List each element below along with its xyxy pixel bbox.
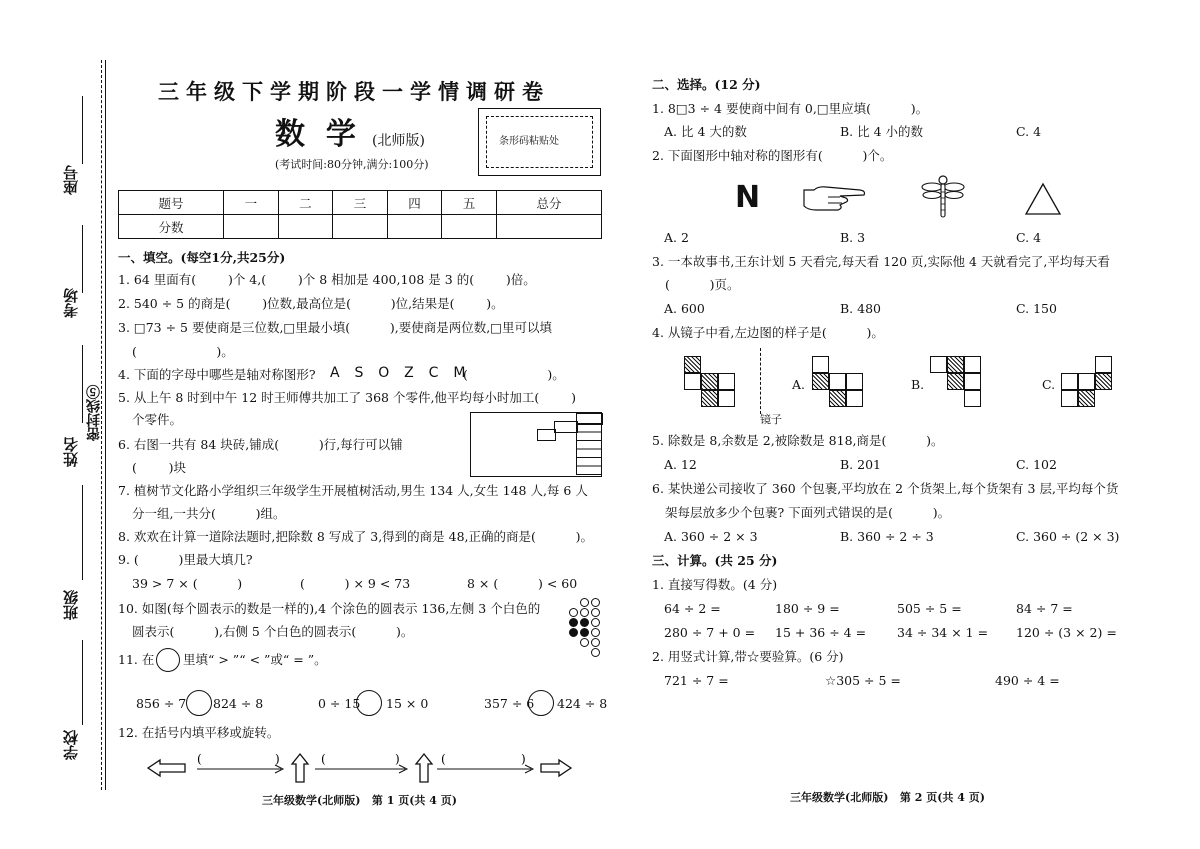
c3-text-2: ( )页。 [665,277,740,292]
q11-item-right: 824 ÷ 8 [213,696,264,711]
c5-option-a: A. 12 [664,457,697,472]
name-line [82,345,83,423]
room-label: 考场 [62,288,80,318]
c4-option-c-grid [1061,356,1131,408]
svg-text:): ) [395,752,400,766]
school-line [82,640,83,725]
score-cell: 一 [224,191,279,215]
c5-text: 5. 除数是 8,余数是 2,被除数是 818,商是( )。 [652,433,944,448]
q6-text-1: 6. 右图一共有 84 块砖,铺成( )行,每行可以铺 [118,437,403,452]
d2-item: 721 ÷ 7 = [664,673,729,688]
c4-option-b: B. [911,377,925,392]
d1-item: 64 ÷ 2 = [664,601,721,616]
q9-text: 9. ( )里最大填几? [118,552,253,567]
seat-line [82,96,83,164]
class-line [82,485,83,580]
score-cell: 二 [278,191,333,215]
c5-option-b: B. 201 [840,457,881,472]
q11-item-right: 424 ÷ 8 [557,696,608,711]
c5-option-c: C. 102 [1016,457,1057,472]
c3-option-a: A. 600 [664,301,705,316]
q9-item: ( ) × 9 < 73 [300,576,411,591]
school-label: 学校 [62,730,80,760]
score-cell: 题号 [119,191,224,215]
c4-original-grid [684,356,754,408]
score-input-cell[interactable] [333,215,388,239]
c2-option-b: B. 3 [840,230,866,245]
c3-option-b: B. 480 [840,301,881,316]
class-label: 班级 [62,590,80,620]
q4-text: 4. 下面的字母中哪些是轴对称图形? [118,367,316,382]
score-table-score-row [119,215,602,239]
barcode-label: 条形码粘贴处 [499,136,559,147]
svg-text:(: ( [321,752,326,766]
c2-text: 2. 下面图形中轴对称的图形有( )个。 [652,148,893,163]
c6-text-2: 架每层放多少个包裹? 下面列式错误的是( )。 [665,505,951,520]
room-line [82,225,83,293]
dragonfly-icon [920,174,966,220]
page-2-footer: 三年级数学(北师版) 第 2 页(共 4 页) [790,791,985,804]
svg-text:(: ( [197,752,202,766]
score-input-cell[interactable] [278,215,333,239]
mirror-label: 镜子 [760,413,782,426]
c4-option-a: A. [792,377,806,392]
c6-text-1: 6. 某快递公司接收了 360 个包裹,平均放在 2 个货架上,每个货架有 3 层,平均每个货 [652,481,1119,496]
pointing-hand-icon [800,184,868,214]
score-input-cell[interactable] [442,215,497,239]
q11-text-1: 11. 在 [118,652,155,667]
q11-answer-circle[interactable] [528,690,554,716]
q5-text-1: 5. 从上午 8 时到中午 12 时王师傅共加工了 368 个零件,他平均每小时加工( ) [118,390,576,405]
brick-figure [470,412,602,477]
exam-info: (考试时间:80分钟,满分:100分) [275,158,429,171]
seat-label: 座号 [62,165,80,195]
score-input-cell[interactable] [387,215,442,239]
exam-title: 三年级下学期阶段一学情调研卷 [158,79,550,104]
q11-circle-sample [156,648,180,672]
q10-text-1: 10. 如图(每个圆表示的数是一样的),4 个涂色的圆表示 136,左侧 3 个白色的 [118,601,541,616]
svg-text:): ) [275,752,280,766]
score-input-cell[interactable] [224,215,279,239]
q7-text-1: 7. 植树节文化路小学组织三年级学生开展植树活动,男生 134 人,女生 148 人,每 6 人 [118,483,588,498]
q11-item-left: 357 ÷ 6 [484,696,535,711]
triangle-icon [1024,182,1062,216]
svg-text:): ) [521,752,526,766]
score-table-header-row [119,191,602,215]
page-1-footer: 三年级数学(北师版) 第 1 页(共 4 页) [262,794,457,807]
q10-text-2: 圆表示( ),右侧 5 个白色的圆表示( )。 [132,624,414,639]
edition-label: (北师版) [372,133,425,149]
q9-item: 39 > 7 × ( ) [132,576,243,591]
score-cell: 总分 [496,191,601,215]
score-cell: 五 [442,191,497,215]
d1-item: 180 ÷ 9 = [775,601,840,616]
q4-answer: ( )。 [463,367,565,382]
q8-text: 8. 欢欢在计算一道除法题时,把除数 8 写成了 3,得到的商是 48,正确的商是( )。 [118,529,594,544]
d1-item: 120 ÷ (3 × 2) = [1016,625,1117,640]
q9-item: 8 × ( ) < 60 [467,576,578,591]
q11-item-left: 856 ÷ 7 [136,696,187,711]
barcode-box [478,108,601,176]
mirror-line [760,348,761,414]
binding-border-inner [105,60,106,790]
c6-option-b: B. 360 ÷ 2 ÷ 3 [840,529,934,544]
c4-option-a-grid [812,356,872,408]
q2-text: 2. 540 ÷ 5 的商是( )位数,最高位是( )位,结果是( )。 [118,296,504,311]
q11-text-2: 里填“ > ”“ < ”或“ = ”。 [183,652,327,667]
c1-option-a: A. 比 4 大的数 [664,124,747,139]
score-input-cell[interactable] [496,215,601,239]
c3-option-c: C. 150 [1016,301,1057,316]
c1-option-c: C. 4 [1016,124,1042,139]
c1-text: 1. 8□3 ÷ 4 要使商中间有 0,□里应填( )。 [652,101,929,116]
c1-option-b: B. 比 4 小的数 [840,124,924,139]
c4-option-c: C. [1042,377,1056,392]
c4-text: 4. 从镜子中看,左边图的样子是( )。 [652,325,884,340]
seal-line-label: 密封线⑤ [86,385,102,441]
d2-item: 490 ÷ 4 = [995,673,1060,688]
section-3-title: 三、计算。(共 25 分) [652,553,778,568]
c3-text-1: 3. 一本故事书,王东计划 5 天看完,每天看 120 页,实际他 4 天就看完了,平均每天看 [652,254,1110,269]
score-cell: 分数 [119,215,224,239]
d2-text: 2. 用竖式计算,带☆要验算。(6 分) [652,649,844,664]
d1-item: 15 + 36 ÷ 4 = [775,625,867,640]
q7-text-2: 分一组,一共分( )组。 [132,506,286,521]
score-cell: 四 [387,191,442,215]
d1-item: 280 ÷ 7 + 0 = [664,625,756,640]
d1-item: 505 ÷ 5 = [897,601,962,616]
q11-answer-circle[interactable] [356,690,382,716]
letter-n-figure: N [735,180,761,215]
q3-text-1: 3. □73 ÷ 5 要使商是三位数,□里最小填( ),要使商是两位数,□里可以填 [118,320,552,335]
q11-item-right: 15 × 0 [386,696,429,711]
name-label: 姓名 [62,437,80,467]
q5-text-2: 个零件。 [132,412,183,427]
q1-text: 1. 64 里面有( )个 4,( )个 8 相加是 400,108 是 3 的( )倍。 [118,272,536,287]
q6-text-2: ( )块 [132,460,187,475]
c2-option-a: A. 2 [664,230,689,245]
c6-option-c: C. 360 ÷ (2 × 3) [1016,529,1120,544]
svg-text:(: ( [441,752,446,766]
d1-text: 1. 直接写得数。(4 分) [652,577,778,592]
circle-dots-figure [568,598,602,660]
q12-text: 12. 在括号内填平移或旋转。 [118,725,280,740]
q11-answer-circle[interactable] [186,690,212,716]
score-table [118,190,602,239]
c4-option-b-grid [930,356,1000,408]
q4-letters: A S O Z C M [330,365,468,381]
q12-arrows-figure [145,748,575,786]
c6-option-a: A. 360 ÷ 2 × 3 [664,529,758,544]
q11-item-left: 0 ÷ 15 [318,696,361,711]
section-1-title: 一、填空。(每空1分,共25分) [118,250,286,265]
subject-title: 数 学 [275,117,356,152]
section-2-title: 二、选择。(12 分) [652,77,761,92]
d1-item: 34 ÷ 34 × 1 = [897,625,989,640]
d1-item: 84 ÷ 7 = [1016,601,1073,616]
d2-item: ☆305 ÷ 5 = [825,673,901,688]
score-cell: 三 [333,191,388,215]
q3-text-2: ( )。 [132,344,234,359]
c2-option-c: C. 4 [1016,230,1042,245]
